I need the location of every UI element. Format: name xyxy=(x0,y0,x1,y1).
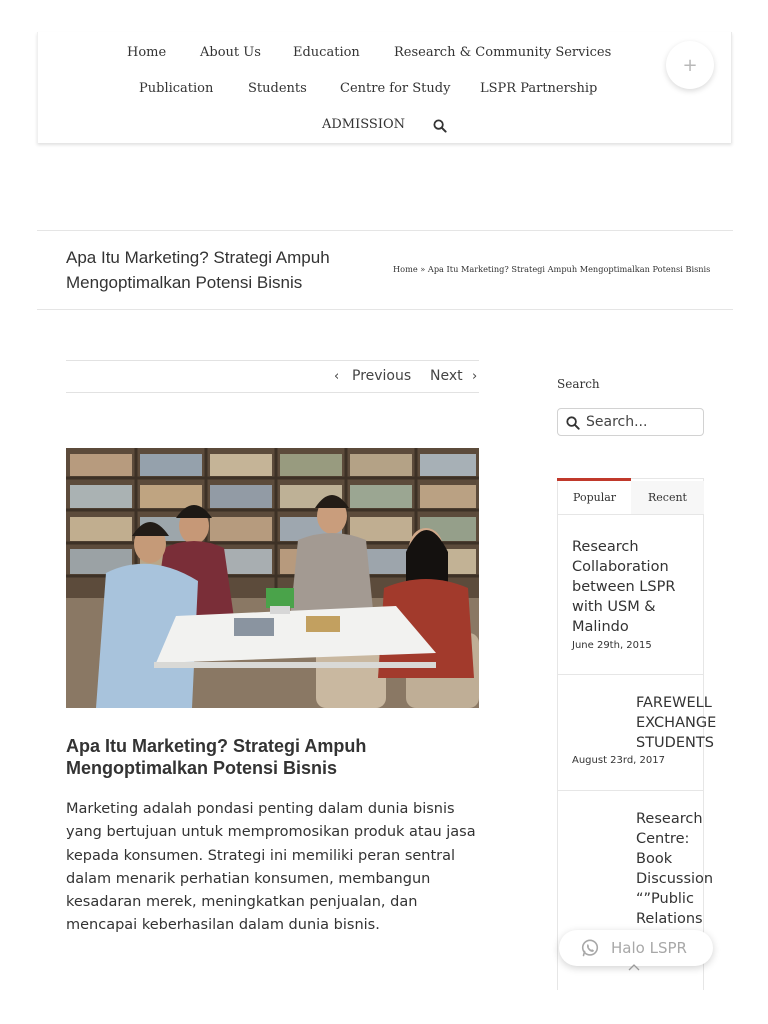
nav-about-us[interactable]: About Us xyxy=(200,45,261,60)
breadcrumb-current: Apa Itu Marketing? Strategi Ampuh Mengoptimalkan Potensi Bisnis xyxy=(427,264,711,274)
nav-lspr-partnership[interactable]: LSPR Partnership xyxy=(480,81,598,96)
sliding-bar-toggle-button[interactable] xyxy=(666,41,714,89)
tab-recent[interactable]: Recent xyxy=(648,491,687,504)
popular-post-date: June 29th, 2015 xyxy=(572,640,652,651)
sidebar-search-heading: Search xyxy=(557,377,600,391)
breadcrumb-separator: » xyxy=(417,264,428,274)
whatsapp-icon xyxy=(581,939,599,957)
list-divider xyxy=(557,790,704,791)
nav-centre-for-study[interactable]: Centre for Study xyxy=(340,81,451,96)
library-students-illustration xyxy=(66,448,479,708)
post-body: Marketing adalah pondasi penting dalam dunia bisnis yang bertujuan untuk mempromosikan produk atau jasa kepada konsumen. Strategi ini memiliki peran sentral dalam menarik perhatian konsumen, membangun kesadaran merek, meningkatkan penjualan, dan mencapai keberhasilan dalam dunia bisnis. xyxy=(66,801,476,934)
next-post-link[interactable]: Next xyxy=(430,368,463,384)
post-title: Apa Itu Marketing? Strategi Ampuh Mengoptimalkan Potensi Bisnis xyxy=(66,736,367,778)
nav-education[interactable]: Education xyxy=(293,45,360,60)
page-title: Apa Itu Marketing? Strategi Ampuh Mengoptimalkan Potensi Bisnis xyxy=(66,248,330,292)
popular-post-title[interactable]: Research Centre: Book Discussion “”Public Relations xyxy=(636,811,714,927)
chevron-left-icon: ‹ xyxy=(334,369,340,384)
search-icon xyxy=(566,416,580,430)
popular-post-date: August 23rd, 2017 xyxy=(572,755,665,766)
breadcrumb-home-link[interactable]: Home xyxy=(393,264,418,274)
nav-research[interactable]: Research & Community Services xyxy=(394,45,612,60)
list-divider xyxy=(557,674,704,675)
chevron-right-icon: › xyxy=(472,369,478,384)
previous-post-link[interactable]: Previous xyxy=(352,368,412,384)
popular-post-title[interactable]: FAREWELL EXCHANGE STUDENTS xyxy=(636,695,717,751)
sidebar-search-box xyxy=(557,408,704,436)
post-navigation xyxy=(66,360,479,393)
featured-image[interactable] xyxy=(66,448,479,708)
tab-divider xyxy=(557,514,704,515)
nav-publication[interactable]: Publication xyxy=(139,81,214,96)
chat-button-label: Halo LSPR xyxy=(611,939,687,957)
popular-post-title[interactable]: Research Collaboration between LSPR with USM & Malindo xyxy=(572,539,676,635)
plus-icon: + xyxy=(682,54,698,76)
sidebar-search-input[interactable] xyxy=(586,412,698,432)
chevron-up-icon[interactable] xyxy=(627,962,641,972)
breadcrumb xyxy=(393,264,710,274)
nav-admission[interactable]: ADMISSION xyxy=(322,117,406,132)
nav-students[interactable]: Students xyxy=(248,81,307,96)
active-tab-indicator xyxy=(557,478,631,481)
search-icon[interactable] xyxy=(433,119,447,133)
tab-popular[interactable]: Popular xyxy=(573,491,617,504)
whatsapp-chat-button[interactable] xyxy=(559,930,713,966)
nav-home[interactable]: Home xyxy=(127,45,167,60)
